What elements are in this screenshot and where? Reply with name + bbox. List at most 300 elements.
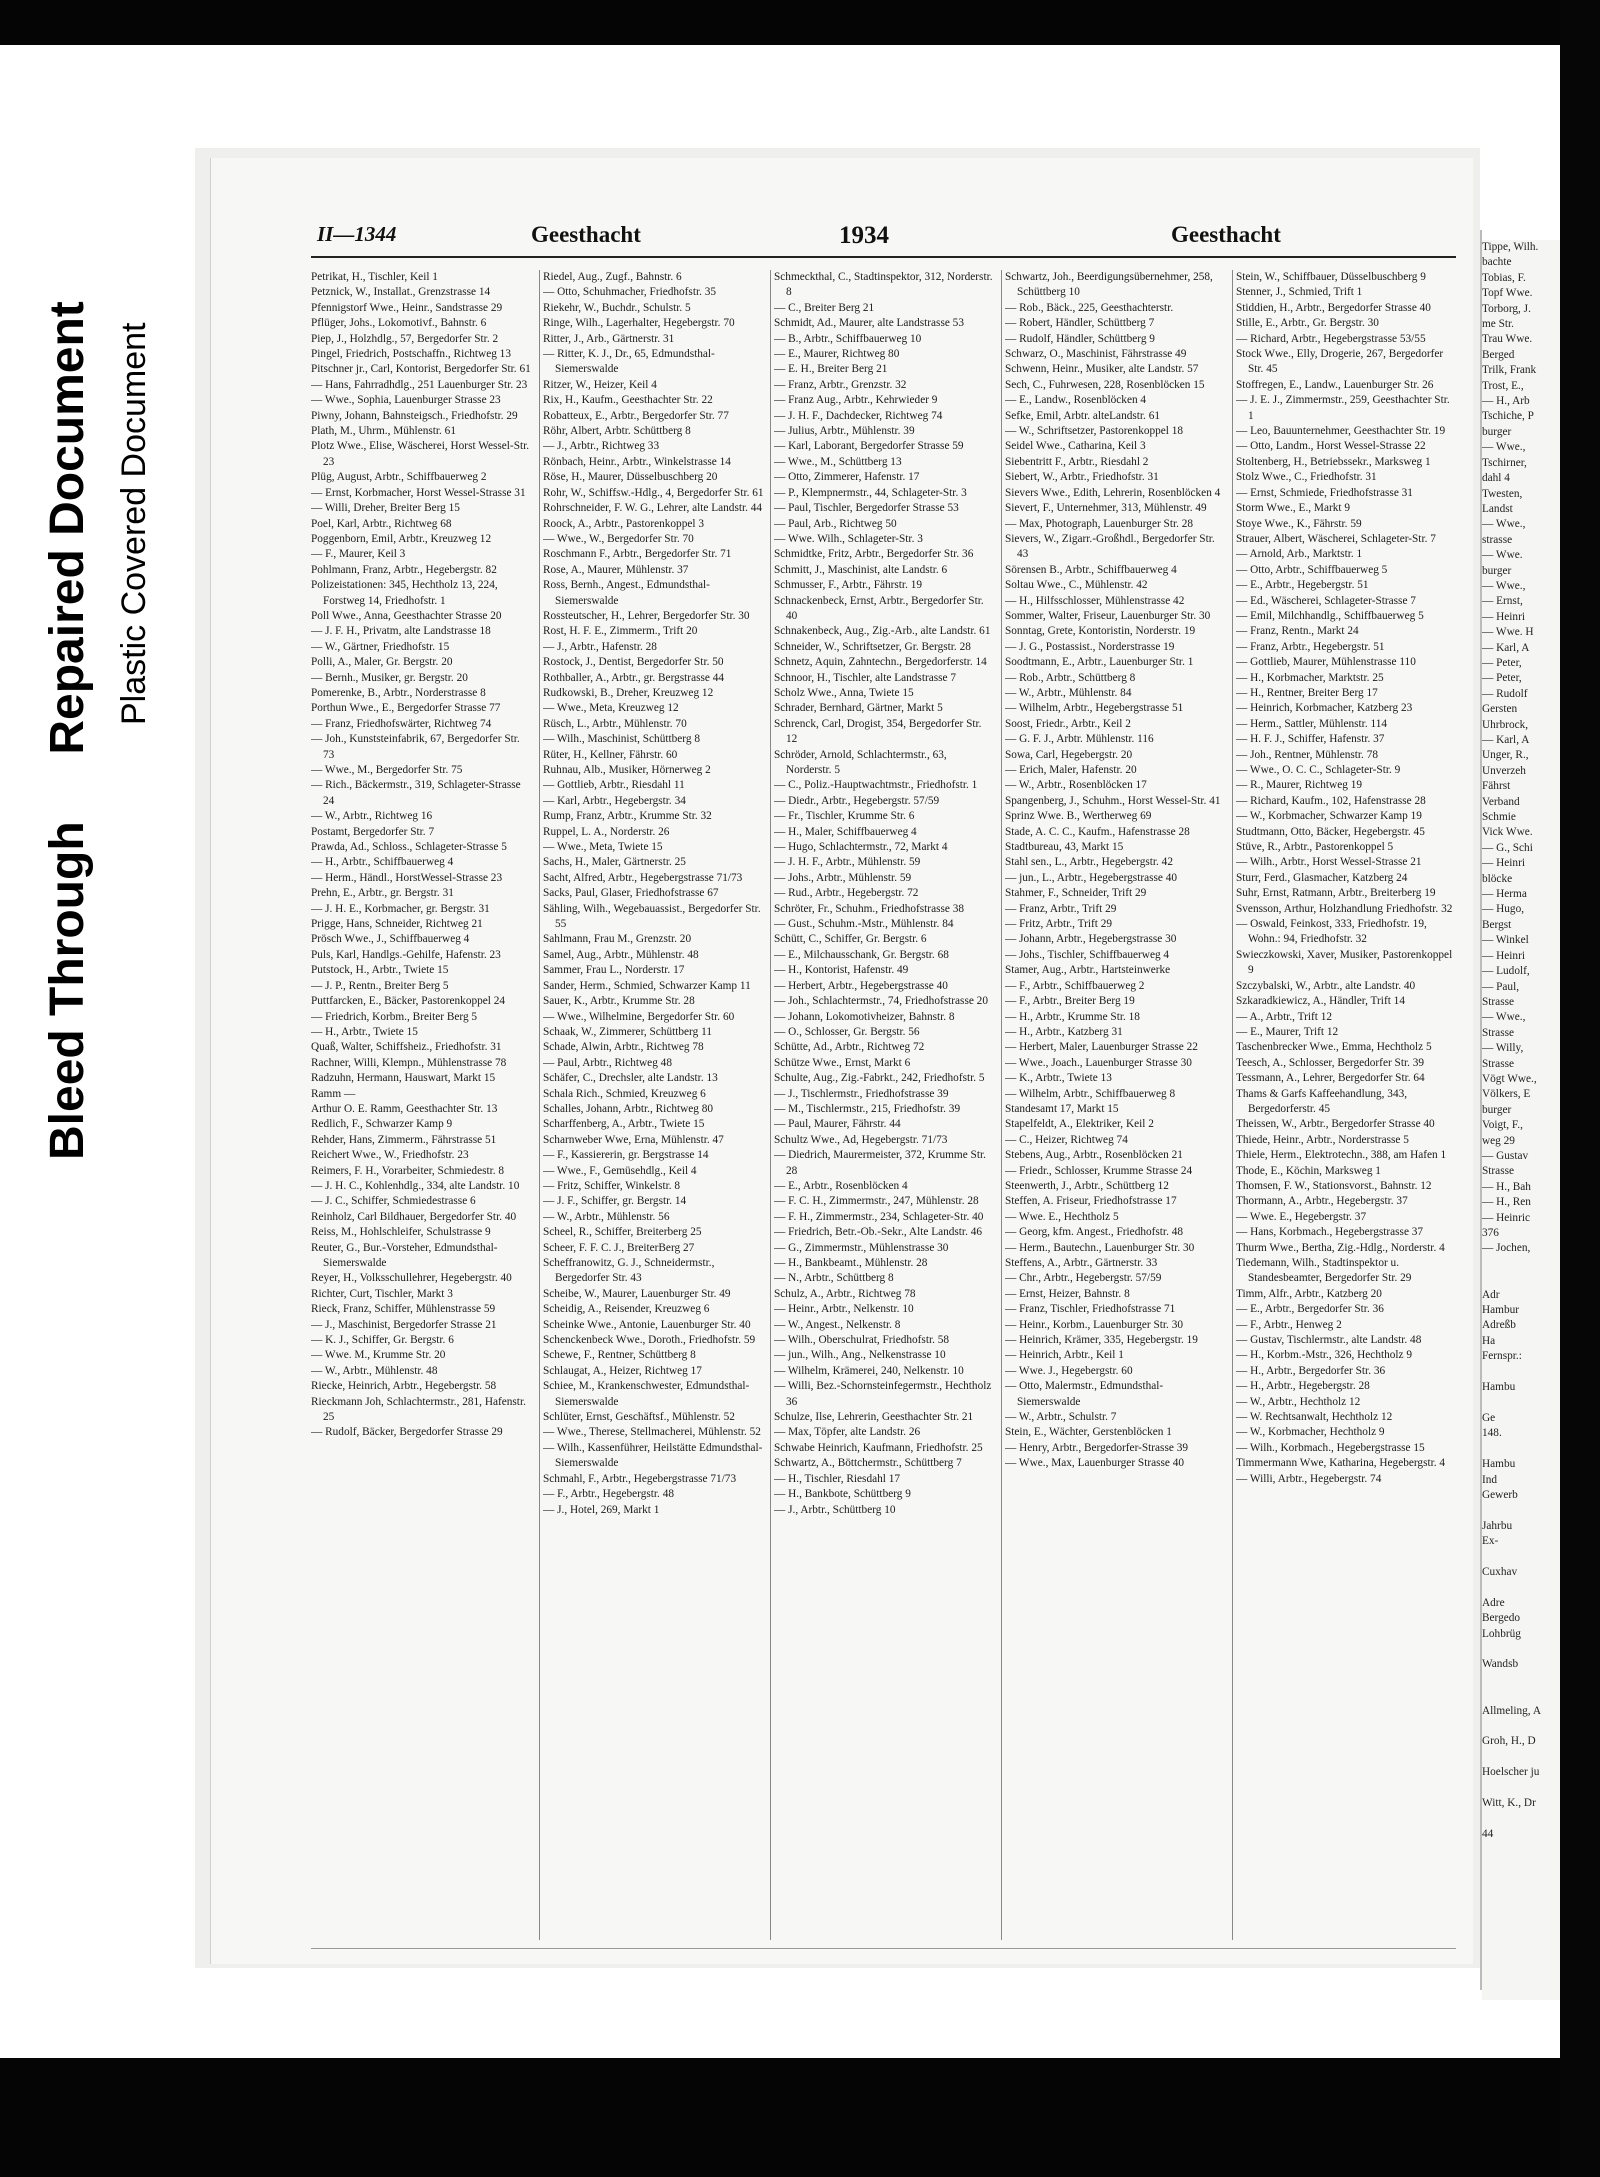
directory-entry: Scheinke Wwe., Antonie, Lauenburger Str. 40 (543, 1318, 751, 1331)
neighbor-entry: Strasse (1482, 995, 1515, 1008)
neighbor-entry: — Peter, (1482, 656, 1522, 669)
directory-column-4 (1005, 270, 1226, 1940)
directory-entry: Rohrschneider, F. W. G., Lehrer, alte Landstr. 44 (543, 502, 763, 515)
directory-entry: — H., Korbmacher, Marktstr. 25 (1236, 671, 1384, 684)
directory-entry: Riekehr, W., Buchdr., Schulstr. 5 (543, 301, 691, 314)
directory-entry: — Franz, Tischler, Friedhofstrasse 71 (1005, 1303, 1176, 1316)
directory-entry: — H., Arbtr., Schiffbauerweg 4 (311, 856, 454, 869)
directory-entry: — N., Arbtr., Schüttberg 8 (774, 1272, 894, 1285)
directory-entry: — H., Rentner, Breiter Berg 17 (1236, 686, 1378, 699)
directory-entry: Stein, E., Wächter, Gerstenblöcken 1 (1005, 1426, 1172, 1439)
directory-entry: — Wwe. J., Hegebergstr. 60 (1005, 1364, 1133, 1377)
directory-entry: — Fr., Tischler, Krumme Str. 6 (774, 810, 915, 823)
scan-border-bottom (0, 2058, 1600, 2177)
directory-entry: Roock, A., Arbtr., Pastorenkoppel 3 (543, 517, 704, 530)
directory-entry: — Ernst, Korbmacher, Horst Wessel-Strasse 31 (311, 486, 526, 499)
directory-entry: Ringe, Wilh., Lagerhalter, Hegebergstr. 70 (543, 317, 735, 330)
neighbor-entry (1482, 1781, 1560, 1796)
directory-entry: Rüsch, L., Arbtr., Mühlenstr. 70 (543, 717, 687, 730)
directory-entry: Puttfarcken, E., Bäcker, Pastorenkoppel 24 (311, 995, 506, 1008)
directory-entry: Szkaradkiewicz, A., Händler, Trift 14 (1236, 995, 1405, 1008)
directory-entry: — Fritz, Schiffer, Winkelstr. 8 (543, 1179, 681, 1192)
directory-entry: Tiedemann, Wilh., Stadtinspektor u. Standesbeamter, Bergedorfer Str. 29 (1236, 1257, 1412, 1285)
directory-entry: — Wilh., Arbtr., Horst Wessel-Strasse 21 (1236, 856, 1422, 869)
neighbor-entry (1482, 1272, 1560, 1287)
column-rule (1232, 270, 1233, 1940)
directory-entry: — Wwe., Joach., Lauenburger Strasse 30 (1005, 1056, 1192, 1069)
neighbor-entry: Voigt, F., (1482, 1119, 1523, 1132)
directory-entry: Stebens, Aug., Arbtr., Rosenblöcken 21 (1005, 1149, 1183, 1162)
directory-entry: Thode, E., Köchin, Marksweg 1 (1236, 1164, 1381, 1177)
label-bleed-through: Bleed Through (41, 821, 94, 1160)
directory-entry: — Leo, Bauunternehmer, Geesthachter Str. 19 (1236, 425, 1446, 438)
directory-entry: Szczybalski, W., Arbtr., alte Landstr. 40 (1236, 979, 1416, 992)
directory-entry: Thormann, A., Arbtr., Hegebergstr. 37 (1236, 1195, 1408, 1208)
directory-entry: — Wwe., F., Gemüsehdlg., Keil 4 (543, 1164, 697, 1177)
directory-entry: — E., Maurer, Trift 12 (1236, 1025, 1339, 1038)
directory-entry: — Joh., Kunststeinfabrik, 67, Bergedorfer Str. 73 (311, 733, 520, 761)
directory-entry: Rose, A., Maurer, Mühlenstr. 37 (543, 563, 689, 576)
directory-entry: — W., Gärtner, Friedhofstr. 15 (311, 640, 450, 653)
neighbor-entry: Strasse (1482, 1057, 1515, 1070)
neighbor-entry: — Peter, (1482, 672, 1522, 685)
directory-entry: — H., Hilfsschlosser, Mühlenstrasse 42 (1005, 594, 1185, 607)
directory-entry: Teesch, A., Schlosser, Bergedorfer Str. 39 (1236, 1056, 1425, 1069)
directory-entry: — Karl, Laborant, Bergedorfer Strasse 59 (774, 440, 964, 453)
directory-entry: — Erich, Maler, Hafenstr. 20 (1005, 764, 1137, 776)
directory-entry: — Georg, kfm. Angest., Friedhofstr. 48 (1005, 1226, 1184, 1239)
neighbor-entry: Fernspr.: (1482, 1350, 1522, 1363)
directory-entry: Sauer, K., Arbtr., Krumme Str. 28 (543, 995, 695, 1008)
neighbor-entry (1482, 1365, 1560, 1380)
directory-entry: Prehn, E., Arbtr., gr. Bergstr. 31 (311, 887, 454, 900)
directory-entry: Scharnweber Wwe, Erna, Mühlenstr. 47 (543, 1133, 724, 1146)
directory-entry: Sacks, Paul, Glaser, Friedhofstrasse 67 (543, 887, 719, 900)
neighbor-entry: Ind (1482, 1473, 1498, 1486)
directory-entry: Ross, Bernh., Angest., Edmundsthal-Siemerswalde (543, 579, 710, 607)
directory-entry: — H., Arbtr., Twiete 15 (311, 1025, 418, 1038)
neighbor-entry: bachte (1482, 256, 1512, 269)
directory-entry: — Herbert, Maler, Lauenburger Strasse 22 (1005, 1041, 1198, 1054)
directory-entry: — Franz, Rentn., Markt 24 (1236, 625, 1359, 638)
directory-entry: — Ernst, Schmiede, Friedhofstrasse 31 (1236, 486, 1413, 499)
directory-entry: Piwny, Johann, Bahnsteigsch., Friedhofstr. 29 (311, 409, 518, 422)
directory-entry: Schulz, A., Arbtr., Richtweg 78 (774, 1287, 916, 1300)
directory-entry: — H., Bankbeamt., Mühlenstr. 28 (774, 1257, 928, 1269)
directory-entry: Postamt, Bergedorfer Str. 7 (311, 825, 435, 838)
directory-entry: Schaak, W., Zimmerer, Schüttberg 11 (543, 1025, 712, 1038)
directory-entry: — Johs., Tischler, Schiffbauerweg 4 (1005, 948, 1170, 961)
directory-entry: Stoye Wwe., K., Fährstr. 59 (1236, 517, 1362, 530)
directory-entry: Rothballer, A., Arbtr., gr. Bergstrasse 44 (543, 671, 725, 684)
directory-entry: Putstock, H., Arbtr., Twiete 15 (311, 964, 449, 977)
neighbor-entry: — Heinri (1482, 610, 1525, 623)
directory-entry: — Willi, Dreher, Breiter Berg 15 (311, 502, 460, 515)
directory-entry: — W., Arbtr., Hechtholz 12 (1236, 1395, 1361, 1408)
neighbor-entry: Ge (1482, 1411, 1496, 1424)
directory-entry: — R., Maurer, Richtweg 19 (1236, 779, 1362, 792)
header-year: 1934 (839, 222, 889, 249)
directory-entry: Sacht, Alfred, Arbtr., Hegebergstrasse 71/73 (543, 871, 743, 884)
directory-entry: — W., Arbtr., Richtweg 16 (311, 810, 433, 823)
page-number: II—1344 (317, 222, 397, 246)
neighbor-entry (1482, 1673, 1560, 1688)
neighbor-entry: — Karl, A (1482, 641, 1530, 654)
directory-entry: Suhr, Ernst, Ratmann, Arbtr., Breiterberg 19 (1236, 887, 1436, 900)
directory-entry: — Wwe., W., Bergedorfer Str. 70 (543, 532, 694, 545)
neighbor-entry: Allmeling, A (1482, 1704, 1541, 1717)
directory-entry: Schneider, W., Schriftsetzer, Gr. Bergstr. 28 (774, 640, 971, 653)
directory-entry: — H., Arbtr., Katzberg 31 (1005, 1025, 1123, 1038)
directory-entry: — Ernst, Heizer, Bahnstr. 8 (1005, 1287, 1130, 1300)
neighbor-entry (1482, 1719, 1560, 1734)
directory-entry: Pohlmann, Franz, Arbtr., Hegebergstr. 82 (311, 563, 497, 576)
directory-entry: — Karl, Arbtr., Hegebergstr. 34 (543, 794, 686, 807)
directory-entry: Ruhnau, Alb., Musiker, Hörnerweg 2 (543, 764, 711, 776)
directory-entry: — Richard, Kaufm., 102, Hafenstrasse 28 (1236, 794, 1426, 807)
neighbor-entry: — Ludolf, (1482, 965, 1530, 978)
neighbor-entry: Unger, R., (1482, 749, 1529, 762)
directory-entry: — Oswald, Feinkost, 333, Friedhofstr. 19, Wohn.: 94, Friedhofstr. 32 (1236, 918, 1427, 946)
directory-entry: — Herm., Bautechn., Lauenburger Str. 30 (1005, 1241, 1195, 1254)
directory-entry: — Robert, Händler, Schüttberg 7 (1005, 317, 1155, 330)
directory-entry: — Willi, Arbtr., Hegebergstr. 74 (1236, 1472, 1382, 1485)
neighbor-entry: Tschiche, P (1482, 410, 1534, 423)
directory-entry: Poel, Karl, Arbtr., Richtweg 68 (311, 517, 452, 530)
header-town-right: Geesthacht (1171, 222, 1281, 247)
directory-entry: — E., Arbtr., Rosenblöcken 4 (774, 1179, 908, 1192)
directory-entry: Ritzer, W., Heizer, Keil 4 (543, 378, 657, 391)
header-town-left: Geesthacht (531, 222, 641, 247)
neighbor-entry: Landst (1482, 502, 1513, 515)
directory-entry: Schrader, Bernhard, Gärtner, Markt 5 (774, 702, 943, 715)
neighbor-entry: Torborg, J. (1482, 302, 1531, 315)
directory-entry: Pfennigstorf Wwe., Heinr., Sandstrasse 29 (311, 301, 503, 314)
directory-entry: Schnackenbeck, Ernst, Arbtr., Bergedorfer Str. 40 (774, 594, 984, 622)
neighbor-entry: Hoelscher ju (1482, 1766, 1540, 1779)
directory-entry: Stüve, R., Arbtr., Pastorenkoppel 5 (1236, 841, 1394, 854)
directory-entry: Sowa, Carl, Hegebergstr. 20 (1005, 748, 1133, 761)
directory-column-3 (774, 270, 995, 1940)
directory-entry: — G., Zimmermstr., Mühlenstrasse 30 (774, 1241, 949, 1254)
directory-entry: Rieck, Franz, Schiffer, Mühlenstrasse 59 (311, 1303, 496, 1316)
directory-entry: Timmermann Wwe, Katharina, Hegebergstr. 4 (1236, 1457, 1446, 1470)
directory-entry: — W., Angest., Nelkenstr. 8 (774, 1318, 901, 1331)
directory-entry: Prösch Wwe., J., Schiffbauerweg 4 (311, 933, 470, 946)
directory-entry: — Heinrich, Korbmacher, Katzberg 23 (1236, 702, 1413, 715)
directory-entry: — Herm., Sattler, Mühlenstr. 114 (1236, 717, 1387, 730)
directory-entry: — F., Arbtr., Hegebergstr. 48 (543, 1488, 674, 1501)
directory-entry: Scheffranowitz, G. J., Schneidermstr., Bergedorfer Str. 43 (543, 1257, 715, 1285)
neighbor-entry: Völkers, E (1482, 1088, 1531, 1101)
directory-entry: Thomsen, F. W., Stationsvorst., Bahnstr. 12 (1236, 1179, 1432, 1192)
directory-entry: — J. G., Postassist., Norderstrasse 19 (1005, 640, 1175, 653)
directory-entry: Schenckenbeck Wwe., Doroth., Friedhofstr. 59 (543, 1334, 756, 1347)
directory-entry: Plath, M., Uhrm., Mühlenstr. 61 (311, 425, 456, 438)
neighbor-entry (1482, 1550, 1560, 1565)
directory-entry: Theissen, W., Arbtr., Bergedorfer Strasse 40 (1236, 1118, 1435, 1131)
neighbor-entry (1482, 1750, 1560, 1765)
directory-entry: Röhr, Albert, Arbtr. Schüttberg 8 (543, 425, 691, 438)
neighbor-entry: — Wwe. (1482, 549, 1523, 562)
directory-entry: — J., Tischlermstr., Friedhofstrasse 39 (774, 1087, 949, 1100)
directory-entry: Schäfer, C., Drechsler, alte Landstr. 13 (543, 1072, 718, 1085)
directory-entry: — Franz, Arbtr., Trift 29 (1005, 902, 1117, 915)
directory-entry: — Franz, Friedhofswärter, Richtweg 74 (311, 717, 492, 730)
directory-entry: — Wwe., Meta, Twiete 15 (543, 841, 663, 854)
directory-entry: Schnakenbeck, Aug., Zig.-Arb., alte Landstr. 61 (774, 625, 991, 638)
directory-entry: Scholz Wwe., Anna, Twiete 15 (774, 686, 914, 699)
directory-entry: — Heinrich, Arbtr., Keil 1 (1005, 1349, 1124, 1362)
directory-entry: — F., Arbtr., Schiffbauerweg 2 (1005, 979, 1145, 992)
directory-entry: — Friedr., Schlosser, Krumme Strasse 24 (1005, 1164, 1193, 1177)
directory-entry: — Rich., Bäckermstr., 319, Schlageter-Strasse 24 (311, 779, 521, 807)
directory-entry: — Joh., Rentner, Mühlenstr. 78 (1236, 748, 1379, 761)
scan-border-top (0, 0, 1600, 45)
directory-entry: Schwabe Heinrich, Kaufmann, Friedhofstr. 25 (774, 1441, 983, 1454)
directory-entry: Rostock, J., Dentist, Bergedorfer Str. 50 (543, 656, 724, 669)
neighbor-entry: Witt, K., Dr (1482, 1797, 1536, 1810)
directory-entry: — Rob., Arbtr., Schüttberg 8 (1005, 671, 1136, 684)
directory-entry: Schmidtke, Fritz, Arbtr., Bergedorfer Str. 36 (774, 548, 974, 561)
directory-entry: — C., Heizer, Richtweg 74 (1005, 1133, 1128, 1146)
directory-entry: — Paul, Maurer, Fährstr. 44 (774, 1118, 901, 1131)
directory-entry: — Wilhelm, Arbtr., Hegebergstrasse 51 (1005, 702, 1184, 715)
directory-entry: Radzuhn, Hermann, Hauswart, Markt 15 (311, 1072, 496, 1085)
directory-entry: — J. C., Schiffer, Schmiedestrasse 6 (311, 1195, 476, 1208)
neighbor-entry: Strasse (1482, 1165, 1515, 1178)
neighbor-entry: Hambu (1482, 1458, 1516, 1471)
directory-entry: — J. F., Schiffer, gr. Bergstr. 14 (543, 1195, 687, 1208)
label-plastic-covered: Plastic Covered Document (115, 322, 153, 725)
directory-entry: Prawda, Ad., Schloss., Schlageter-Strasse 5 (311, 841, 507, 854)
directory-entry: — C., Breiter Berg 21 (774, 301, 875, 314)
directory-entry: Siebentritt F., Arbtr., Riesdahl 2 (1005, 455, 1149, 468)
directory-entry: Richter, Curt, Tischler, Markt 3 (311, 1287, 453, 1300)
directory-entry: — Gottlieb, Arbtr., Riesdahl 11 (543, 779, 685, 792)
directory-entry: — Bernh., Musiker, gr. Bergstr. 20 (311, 671, 468, 684)
directory-entry: — J., Arbtr., Hafenstr. 28 (543, 640, 657, 653)
neighbor-entry: Bergedo (1482, 1612, 1521, 1625)
directory-entry: — E., Arbtr., Hegebergstr. 51 (1236, 579, 1369, 592)
directory-entry: — Franz, Arbtr., Grenzstr. 32 (774, 378, 907, 391)
directory-entry: — Heinrich, Krämer, 335, Hegebergstr. 19 (1005, 1334, 1198, 1347)
neighbor-entry: Hambu (1482, 1381, 1516, 1394)
directory-entry: Stapelfeldt, A., Elektriker, Keil 2 (1005, 1118, 1154, 1131)
directory-entry: Sachs, H., Maler, Gärtnerstr. 25 (543, 856, 686, 869)
neighbor-entry: Wandsb (1482, 1658, 1519, 1671)
directory-entry: — Chr., Arbtr., Hegebergstr. 57/59 (1005, 1272, 1162, 1285)
directory-entry: Pomerenke, B., Arbtr., Norderstrasse 8 (311, 686, 486, 699)
directory-entry: — E., Landw., Rosenblöcken 4 (1005, 394, 1147, 407)
directory-entry: — Franz Aug., Arbtr., Kehrwieder 9 (774, 394, 938, 407)
directory-entry: — Heinr., Korbm., Lauenburger Str. 30 (1005, 1318, 1184, 1331)
directory-entry: Sievers, W., Zigarr.-Großhdl., Bergedorfer Str. 43 (1005, 532, 1215, 561)
directory-entry: — J. H. F., Arbtr., Mühlenstr. 59 (774, 856, 921, 869)
directory-entry: — J., Arbtr., Schüttberg 10 (774, 1503, 896, 1516)
directory-entry: Schulte, Aug., Zig.-Fabrkt., 242, Friedhofstr. 5 (774, 1072, 985, 1085)
directory-entry: Piep, J., Holzhdlg., 57, Bergedorfer Str. 2 (311, 332, 499, 345)
neighbor-entry: Strasse (1482, 1026, 1515, 1039)
directory-entry: Rossteutscher, H., Lehrer, Bergedorfer Str. 30 (543, 609, 750, 622)
neighbor-entry: Adre (1482, 1596, 1505, 1609)
directory-entry: — J., Arbtr., Richtweg 33 (543, 440, 660, 453)
directory-entry: Schmahl, F., Arbtr., Hegebergstrasse 71/73 (543, 1472, 737, 1485)
directory-entry: Schmidt, Ad., Maurer, alte Landstrasse 53 (774, 317, 964, 330)
directory-entry: Sommer, Walter, Friseur, Lauenburger Str. 30 (1005, 609, 1211, 622)
directory-entry: Stadtbureau, 43, Markt 15 (1005, 841, 1124, 854)
directory-entry: — E., Milchausschank, Gr. Bergstr. 68 (774, 948, 949, 961)
directory-entry: Robatteux, E., Arbtr., Bergedorfer Str. 77 (543, 409, 729, 422)
label-repaired-document: Repaired Document (41, 301, 94, 755)
neighbor-entry: — Rudolf (1482, 687, 1528, 700)
directory-entry: Stolz Wwe., C., Friedhofstr. 31 (1236, 471, 1377, 484)
directory-entry: — Max, Photograph, Lauenburger Str. 28 (1005, 517, 1194, 530)
directory-entry: Stoltenberg, H., Betriebssekr., Marksweg 1 (1236, 455, 1431, 468)
neighbor-entry: Schmie (1482, 811, 1516, 824)
directory-entry: — H., Kontorist, Hafenstr. 49 (774, 964, 909, 977)
directory-entry: Schnoor, H., Tischler, alte Landstrasse 7 (774, 671, 957, 684)
directory-entry: — Gust., Schuhm.-Mstr., Mühlenstr. 84 (774, 918, 954, 931)
directory-entry: — W., Arbtr., Schulstr. 7 (1005, 1411, 1117, 1424)
directory-entry: Schröder, Arnold, Schlachtermstr., 63, Norderstr. 5 (774, 748, 947, 776)
page-bottom-rule (311, 1948, 1456, 1949)
neighbor-entry: Groh, H., D (1482, 1735, 1536, 1748)
directory-columns (311, 270, 1456, 1940)
directory-entry: Thams & Garfs Kaffeehandlung, 343, Bergedorferstr. 45 (1236, 1087, 1408, 1115)
directory-entry: Schütte, Ad., Arbtr., Richtweg 72 (774, 1041, 925, 1054)
page-header (311, 220, 1456, 258)
neighbor-entry: Ha (1482, 1334, 1496, 1347)
directory-entry: Rönbach, Heinr., Arbtr., Winkelstrasse 14 (543, 455, 731, 468)
directory-entry: Plotz Wwe., Elise, Wäscherei, Horst Wessel-Str. 23 (311, 440, 530, 468)
directory-entry: Scheidig, A., Reisender, Kreuzweg 6 (543, 1303, 710, 1316)
directory-entry: Schalles, Johann, Arbtr., Richtweg 80 (543, 1102, 714, 1115)
directory-entry: — Rud., Arbtr., Hegebergstr. 72 (774, 887, 919, 900)
directory-entry: Pingel, Friedrich, Postschaffn., Richtweg 13 (311, 348, 511, 361)
directory-entry: Storm Wwe., E., Markt 9 (1236, 502, 1351, 515)
directory-entry: — Fritz, Arbtr., Trift 29 (1005, 918, 1113, 931)
directory-entry: — Wilhelm, Arbtr., Schiffbauerweg 8 (1005, 1087, 1176, 1100)
directory-entry: Reinholz, Carl Bildhauer, Bergedorfer Str. 40 (311, 1210, 517, 1223)
directory-entry: Stenner, J., Schmied, Trift 1 (1236, 286, 1363, 299)
neighbor-entry: burger (1482, 425, 1512, 438)
directory-entry: Reuter, G., Bur.-Vorsteher, Edmundsthal-Siemerswalde (311, 1241, 498, 1269)
directory-entry: Svensson, Arthur, Holzhandlung Friedhofstr. 32 (1236, 902, 1453, 915)
neighbor-entry: — Wwe., (1482, 579, 1526, 592)
directory-entry: Stade, A. C. C., Kaufm., Hafenstrasse 28 (1005, 825, 1190, 838)
directory-entry: Sammer, Frau L., Norderstr. 17 (543, 964, 685, 977)
directory-entry: Stamer, Aug., Arbtr., Hartsteinwerke (1005, 964, 1171, 977)
directory-entry: Stille, E., Arbtr., Gr. Bergstr. 30 (1236, 317, 1379, 330)
neighbor-entry: — H., Bah (1482, 1180, 1531, 1193)
directory-column-5 (1236, 270, 1456, 1940)
directory-entry: Schwarz, O., Maschinist, Fährstrasse 49 (1005, 348, 1187, 361)
neighbor-entry (1482, 1688, 1560, 1703)
directory-entry: — W., Korbmacher, Hechtholz 9 (1236, 1426, 1385, 1439)
neighbor-entry: — Heinri (1482, 949, 1525, 962)
directory-entry: Schütze Wwe., Ernst, Markt 6 (774, 1056, 911, 1069)
neighbor-page-fragment (1482, 240, 1560, 2000)
neighbor-entry: me Str. (1482, 318, 1515, 331)
directory-entry: Timm, Alfr., Arbtr., Katzberg 20 (1236, 1287, 1382, 1300)
directory-entry: Riecke, Heinrich, Arbtr., Hegebergstr. 58 (311, 1380, 497, 1393)
directory-entry: Poggenborn, Emil, Arbtr., Kreuzweg 12 (311, 532, 492, 545)
directory-entry: — Paul, Tischler, Bergedorfer Strasse 53 (774, 502, 959, 515)
neighbor-entry: Hambur (1482, 1304, 1520, 1317)
directory-entry: Strauer, Albert, Wäscherei, Schlageter-Str. 7 (1236, 532, 1436, 545)
column-rule (1001, 270, 1002, 1940)
neighbor-entry: Tobias, F. (1482, 271, 1526, 284)
directory-entry: — Herm., Händl., HorstWessel-Strasse 23 (311, 871, 503, 884)
directory-entry: — Wwe., M., Schüttberg 13 (774, 455, 902, 468)
directory-entry: — P., Klempnermstr., 44, Schlageter-Str. 3 (774, 486, 967, 499)
directory-entry: Petrikat, H., Tischler, Keil 1 (311, 271, 438, 283)
directory-entry: — Wwe., Meta, Kreuzweg 12 (543, 702, 679, 715)
neighbor-entry: — Karl, A (1482, 734, 1530, 746)
neighbor-entry (1482, 1642, 1560, 1657)
directory-entry: Redlich, F., Schwarzer Kamp 9 (311, 1118, 453, 1131)
neighbor-entry: Berged (1482, 348, 1515, 361)
directory-entry: — Henry, Arbtr., Bergedorfer-Strasse 39 (1005, 1441, 1188, 1454)
directory-entry: Schewe, F., Rentner, Schüttberg 8 (543, 1349, 696, 1362)
directory-entry: Schwenn, Heinr., Musiker, alte Landstr. 57 (1005, 363, 1199, 376)
directory-entry: Schmusser, F., Arbtr., Fährstr. 19 (774, 579, 923, 592)
directory-entry: Thiele, Herm., Elektrotechn., 388, am Hafen 1 (1236, 1149, 1447, 1162)
directory-entry: Puls, Karl, Handlgs.-Gehilfe, Hafenstr. 23 (311, 948, 501, 961)
neighbor-entry: Unverzeh (1482, 764, 1526, 777)
neighbor-entry: 376 (1482, 1227, 1499, 1239)
directory-entry: — Wwe. Wilh., Schlageter-Str. 3 (774, 532, 923, 545)
directory-entry: — W., Korbmacher, Schwarzer Kamp 19 (1236, 810, 1422, 823)
directory-entry: — Friedrich, Betr.-Ob.-Sekr., Alte Landstr. 46 (774, 1226, 983, 1239)
neighbor-entry: — Paul, (1482, 980, 1520, 993)
neighbor-entry: — H., Arb (1482, 395, 1530, 408)
directory-entry: — Otto, Zimmerer, Hafenstr. 17 (774, 471, 920, 484)
neighbor-entry: burger (1482, 564, 1512, 577)
neighbor-entry: dahl 4 (1482, 472, 1510, 485)
directory-entry: Schlüter, Ernst, Geschäftsf., Mühlenstr. 52 (543, 1411, 735, 1424)
neighbor-entry: Verband (1482, 795, 1520, 808)
directory-entry: Sander, Herm., Schmied, Schwarzer Kamp 11 (543, 979, 751, 992)
directory-entry: Ramm — (311, 1087, 356, 1100)
neighbor-entry: Bergst (1482, 918, 1512, 931)
directory-entry: — Johann, Arbtr., Hegebergstrasse 30 (1005, 933, 1177, 946)
directory-entry: Scharffenberg, A., Arbtr., Twiete 15 (543, 1118, 705, 1131)
directory-entry: — Johs., Arbtr., Mühlenstr. 59 (774, 871, 912, 884)
directory-entry: Sturr, Ferd., Glasmacher, Katzberg 24 (1236, 871, 1408, 884)
directory-entry: Polizeistationen: 345, Hechtholz 13, 224, Forstweg 14, Friedhofstr. 1 (311, 579, 498, 607)
directory-entry: Sörensen B., Arbtr., Schiffbauerweg 4 (1005, 563, 1177, 576)
directory-entry: Studtmann, Otto, Bäcker, Hegebergstr. 45 (1236, 825, 1425, 838)
directory-entry: Soltau Wwe., C., Mühlenstr. 42 (1005, 579, 1148, 592)
directory-entry: Swieczkowski, Xaver, Musiker, Pastorenkoppel 9 (1236, 948, 1453, 977)
directory-entry: Sprinz Wwe. B., Wertherweg 69 (1005, 810, 1152, 823)
directory-entry: — Rudolf, Bäcker, Bergedorfer Strasse 29 (311, 1426, 503, 1439)
directory-entry: Schala Rich., Schmied, Kreuzweg 6 (543, 1087, 706, 1100)
directory-entry: — J. H. E., Korbmacher, gr. Bergstr. 31 (311, 902, 490, 915)
neighbor-entry: strasse (1482, 533, 1513, 546)
neighbor-entry: — Wwe., (1482, 518, 1526, 531)
directory-entry: Schlaugat, A., Heizer, Richtweg 17 (543, 1364, 702, 1377)
directory-entry: Schnetz, Aquin, Zahntechn., Bergedorferstr. 14 (774, 656, 987, 669)
neighbor-entry: Adreßb (1482, 1319, 1516, 1332)
directory-entry: Soodtmann, E., Arbtr., Lauenburger Str. 1 (1005, 656, 1194, 669)
directory-entry: — J. F. H., Privatm, alte Landstrasse 18 (311, 625, 491, 638)
directory-entry: Sahlmann, Frau M., Grenzstr. 20 (543, 933, 692, 946)
directory-entry: Schultz Wwe., Ad, Hegebergstr. 71/73 (774, 1133, 948, 1146)
neighbor-entry: Trilk, Frank (1482, 364, 1537, 377)
